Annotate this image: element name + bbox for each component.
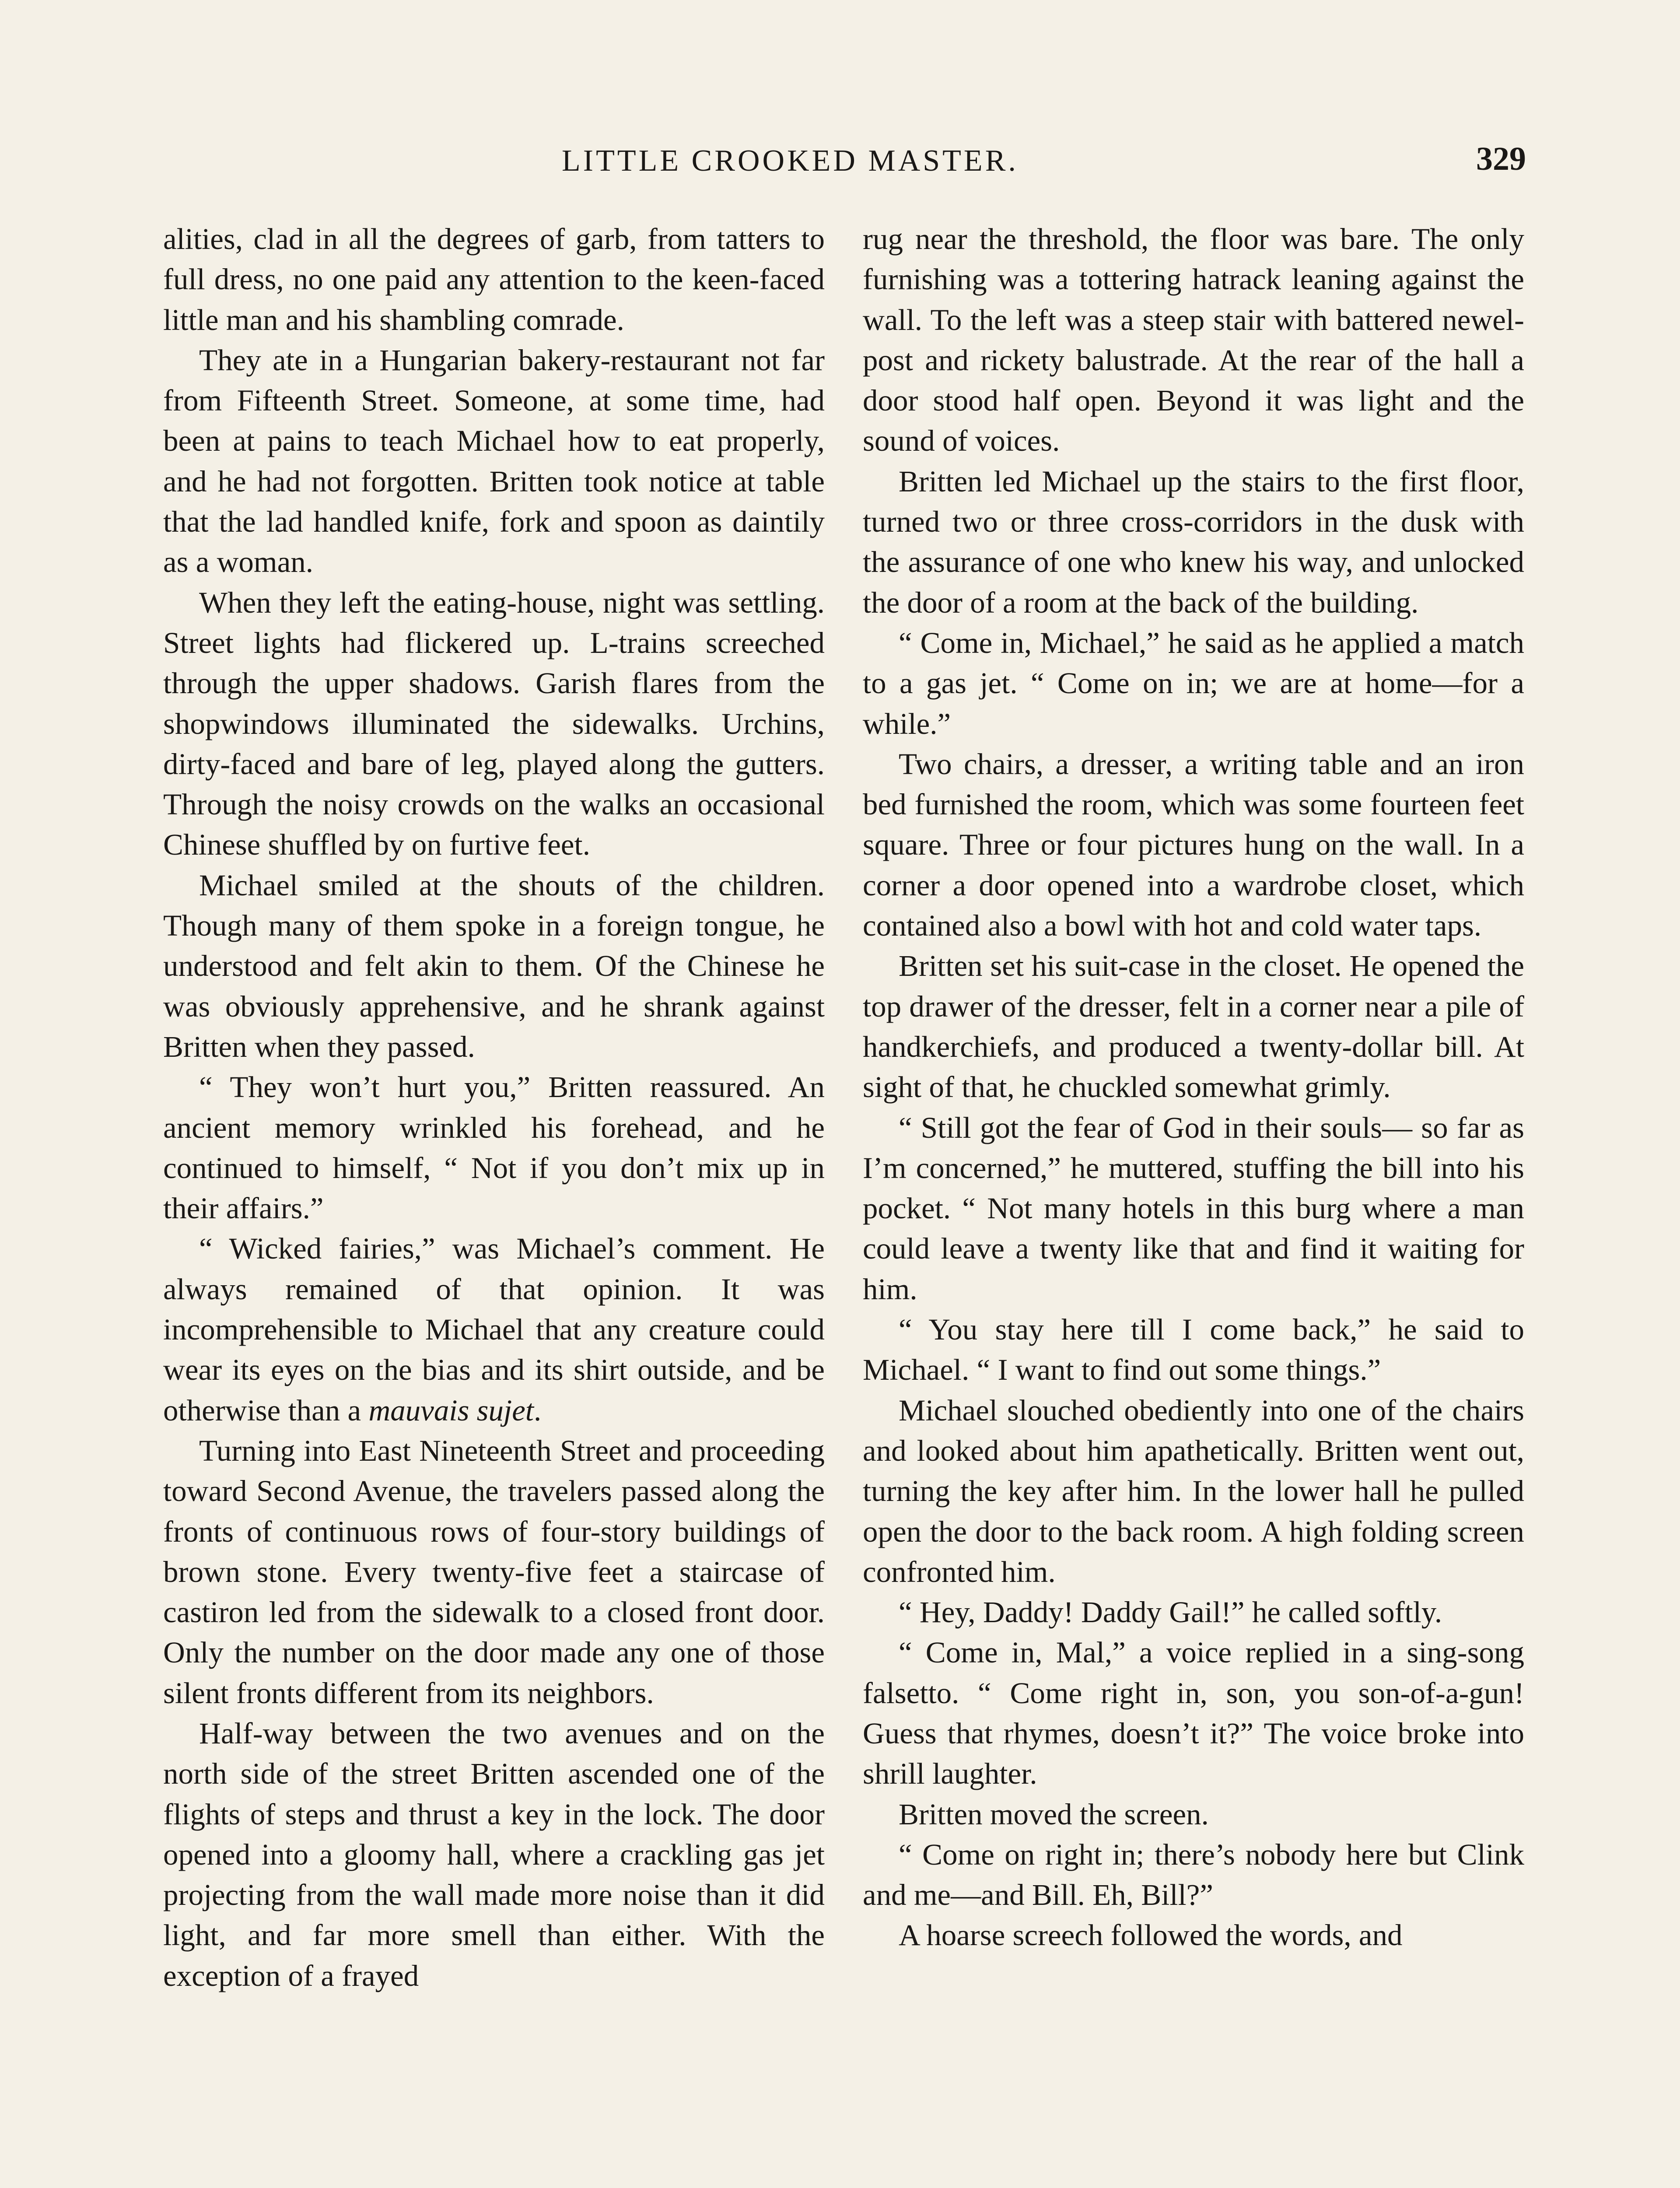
paragraph-text: A hoarse screech followed the words, and (899, 1918, 1403, 1952)
paragraph (163, 865, 825, 1067)
left-column (163, 219, 825, 1996)
paragraph (163, 1067, 825, 1228)
paragraph-text: “ Come in, Mal,” a voice replied in a sing-song falsetto. “ Come right in, son, you son-of-a-gun! Guess that rhymes, doesn’t it?” The voice broke into shrill laughter. (863, 1636, 1524, 1791)
paragraph-text: “ Come in, Michael,” he said as he applied a match to a gas jet. “ Come on in; we are at home—for a while.” (863, 626, 1524, 740)
paragraph-text: Half-way between the two avenues and on the north side of the street Britten ascended one of the flights of steps and thrust a key in the lock. The door opened into a gloomy hall, where a crackling gas jet projecting from the wall made more noise than it did light, and far more smell than either. With the exception of a frayed (163, 1716, 825, 1992)
paragraph (863, 623, 1524, 744)
paragraph (163, 1228, 825, 1430)
right-column (863, 219, 1524, 1956)
running-title: LITTLE CROOKED MASTER. (562, 144, 1018, 178)
paragraph-text: “ Still got the fear of God in their souls— so far as I’m concerned,” he muttered, stuffing the bill into his pocket. “ Not many hotels in this burg where a man could leave a twenty like that and find it waiting for him. (863, 1111, 1524, 1306)
paragraph (863, 461, 1524, 623)
paragraph-text: When they left the eating-house, night was settling. Street lights had flickered up. L-trains screeched through the upper shadows. Garish flares from the shopwindows illuminated the sidewalks. Urchins, dirty-faced and bare of leg, played along the gutters. Through the noisy crowds on the walks an occasional Chinese shuffled by on furtive feet. (163, 586, 825, 862)
paragraph (163, 340, 825, 582)
paragraph-text: “ You stay here till I come back,” he said to Michael. “ I want to find out some things.” (863, 1313, 1524, 1387)
paragraph-text: Turning into East Nineteenth Street and proceeding toward Second Avenue, the travelers passed along the fronts of continuous rows of four-story buildings of brown stone. Every twenty-five feet a staircase of castiron led from the sidewalk to a closed front door. Only the number on the door made any one of those silent fronts different from its neighbors. (163, 1434, 825, 1710)
paragraph (863, 1632, 1524, 1794)
paragraph (163, 582, 825, 865)
paragraph-text: alities, clad in all the degrees of garb, from tatters to full dress, no one paid any attention to the keen-faced little man and his shambling comrade. (163, 222, 825, 337)
paragraph-text: They ate in a Hungarian bakery-restaurant not far from Fifteenth Street. Someone, at some time, had been at pains to teach Michael how to eat properly, and he had not forgotten. Britten took notice at table that the lad handled knife, fork and spoon as daintily as a woman. (163, 343, 825, 579)
paragraph (863, 219, 1524, 461)
paragraph (163, 1713, 825, 1996)
paragraph (863, 1390, 1524, 1592)
paragraph (863, 946, 1524, 1107)
italic-phrase: mauvais sujet (368, 1393, 534, 1427)
paragraph-text: Britten moved the screen. (899, 1797, 1209, 1831)
paragraph-text: Two chairs, a dresser, a writing table and an iron bed furnished the room, which was some fourteen feet square. Three or four pictures hung on the wall. In a corner a door opened into a wardrobe closet, which contained also a bowl with hot and cold water taps. (863, 747, 1524, 943)
paragraph-text: Britten led Michael up the stairs to the first floor, turned two or three cross-corridors in the dusk with the assurance of one who knew his way, and unlocked the door of a room at the back of the building. (863, 464, 1524, 619)
paragraph-text: Britten set his suit-case in the closet. He opened the top drawer of the dresser, felt in a corner near a pile of handkerchiefs, and produced a twenty-dollar bill. At sight of that, he chuckled somewhat grimly. (863, 949, 1524, 1104)
paragraph-text: Michael slouched obediently into one of the chairs and looked about him apathetically. Britten went out, turning the key after him. In the lower hall he pulled open the door to the back room. A high folding screen confronted him. (863, 1393, 1524, 1588)
page-number: 329 (1476, 140, 1526, 177)
paragraph-text: “ Come on right in; there’s nobody here but Clink and me—and Bill. Eh, Bill?” (863, 1837, 1524, 1912)
paragraph-text: rug near the threshold, the floor was bare. The only furnishing was a tottering hatrack leaning against the wall. To the left was a steep stair with battered newel-post and rickety balustrade. At the rear of the hall a door stood half open. Beyond it was light and the sound of voices. (863, 222, 1524, 458)
page-header (0, 131, 1680, 193)
paragraph-text: Michael smiled at the shouts of the children. Though many of them spoke in a foreign tongue, he understood and felt akin to them. Of the Chinese he was obviously apprehensive, and he shrank against Britten when they passed. (163, 868, 825, 1063)
paragraph (163, 1431, 825, 1713)
paragraph-tail: . (533, 1393, 542, 1427)
paragraph (863, 1108, 1524, 1309)
paragraph (163, 219, 825, 340)
paragraph-text: “ Hey, Daddy! Daddy Gail!” he called softly. (899, 1595, 1442, 1629)
paragraph (863, 744, 1524, 946)
paragraph (863, 1309, 1524, 1390)
paragraph (863, 1915, 1524, 1955)
paragraph (863, 1834, 1524, 1915)
paragraph (863, 1794, 1524, 1834)
paragraph-text: “ They won’t hurt you,” Britten reassured. An ancient memory wrinkled his forehead, and he continued to himself, “ Not if you don’t mix up in their affairs.” (163, 1070, 825, 1225)
paragraph (863, 1592, 1524, 1632)
paragraph-text: “ Wicked fairies,” was Michael’s comment. He always remained of that opinion. It was incomprehensible to Michael that any creature could wear its eyes on the bias and its shirt outside, and be otherwise than a (163, 1232, 825, 1427)
